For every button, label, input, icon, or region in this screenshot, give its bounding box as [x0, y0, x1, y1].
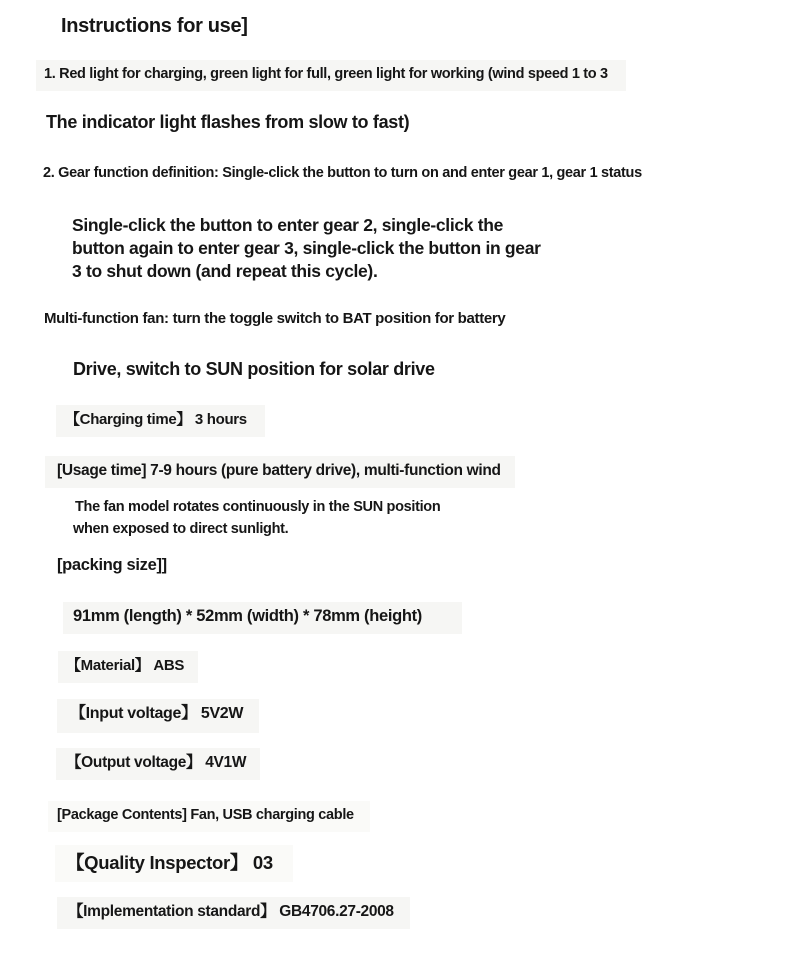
line-material: 【Material】 ABS	[58, 651, 198, 683]
line-quality-inspector: 【Quality Inspector】 03	[55, 845, 293, 882]
line-charging-time: 【Charging time】 3 hours	[56, 405, 265, 437]
line-gear-cycle-1: Single-click the button to enter gear 2, single-click the	[72, 215, 504, 235]
line-output-voltage: 【Output voltage】 4V1W	[56, 748, 260, 780]
line-implementation-standard: 【Implementation standard】 GB4706.27-2008	[57, 897, 410, 929]
line-indicator-light-colors: 1. Red light for charging, green light for full, green light for working (wind speed 1 to 3	[36, 60, 626, 91]
line-packing-size-heading: [packing size]]	[57, 556, 167, 574]
line-multifunction-fan-bat: Multi-function fan: turn the toggle switch to BAT position for battery	[44, 310, 506, 327]
line-usage-time: [Usage time] 7-9 hours (pure battery drive), multi-function wind	[45, 456, 515, 488]
line-indicator-flash-speed: The indicator light flashes from slow to fast)	[46, 112, 410, 132]
line-packing-dimensions: 91mm (length) * 52mm (width) * 78mm (height)	[63, 602, 462, 634]
line-gear-cycle-3: 3 to shut down (and repeat this cycle).	[72, 261, 378, 281]
line-package-contents: [Package Contents] Fan, USB charging cable	[48, 801, 370, 832]
line-gear-cycle-2: button again to enter gear 3, single-click the button in gear	[72, 238, 541, 258]
line-sun-rotation-1: The fan model rotates continuously in the SUN position	[75, 499, 441, 515]
line-sun-solar-drive: Drive, switch to SUN position for solar drive	[73, 359, 435, 379]
line-input-voltage: 【Input voltage】 5V2W	[57, 699, 259, 733]
line-gear-function-definition: 2. Gear function definition: Single-click the button to turn on and enter gear 1, gear 1 status	[43, 165, 642, 181]
line-sun-rotation-2: when exposed to direct sunlight.	[73, 521, 289, 537]
page-title: Instructions for use]	[61, 15, 248, 37]
